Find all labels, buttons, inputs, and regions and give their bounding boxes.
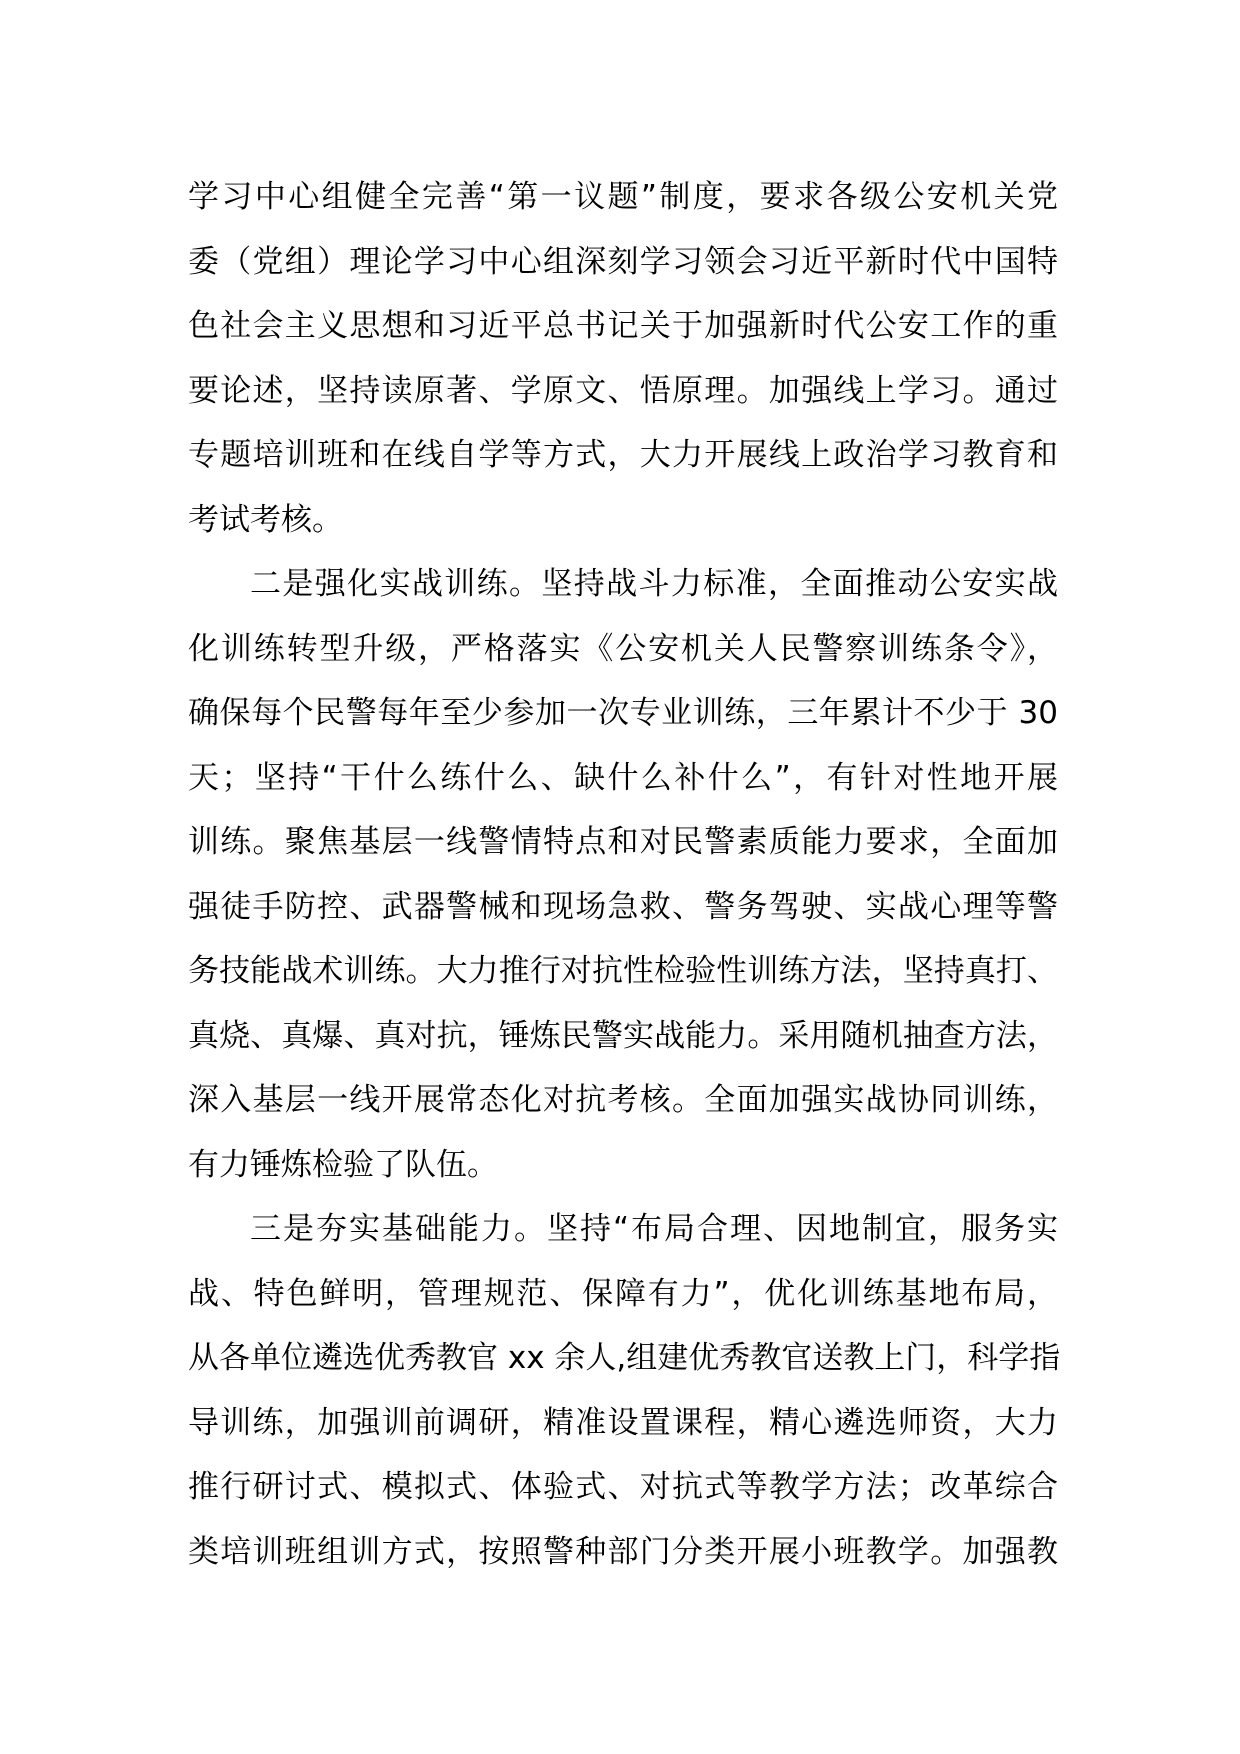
text-line: 务技能战术训练。大力推行对抗性检验性训练方法，坚持真打、 [188,953,1058,989]
text-line: 真烧、真爆、真对抗，锤炼民警实战能力。采用随机抽查方法， [188,1017,1058,1054]
text-line: 色社会主义思想和习近平总书记关于加强新时代公安工作的重 [188,308,1058,344]
text-line: 考试考核。 [188,501,343,538]
text-line: 化训练转型升级，严格落实《公安机关人民警察训练条令》， [188,630,1058,667]
text-line: 导训练，加强训前调研，精准设置课程，精心遴选师资，大力 [188,1404,1058,1441]
paragraph-3 [188,1197,1061,1584]
text-line: 有力锤炼检验了队伍。 [188,1146,498,1183]
text-line: 天；坚持“干什么练什么、缺什么补什么”，有针对性地开展 [188,759,1058,796]
document-body [188,165,1061,1584]
text-line: 类培训班组训方式，按照警种部门分类开展小班教学。加强教 [188,1533,1058,1570]
text-line: 深入基层一线开展常态化对抗考核。全面加强实战协同训练， [188,1082,1058,1118]
text-line: 从各单位遴选优秀教官 xx 余人,组建优秀教官送教上门，科学指 [188,1340,1061,1376]
text-line: 确保每个民警每年至少参加一次专业训练，三年累计不少于 30 [188,695,1058,731]
text-line: 训练。聚焦基层一线警情特点和对民警素质能力要求，全面加 [188,824,1058,860]
text-line: 要论述，坚持读原著、学原文、悟原理。加强线上学习。通过 [188,372,1058,409]
paragraph-2 [188,552,1058,1197]
text-line: 学习中心组健全完善“第一议题”制度，要求各级公安机关党 [188,179,1058,215]
text-line: 委（党组）理论学习中心组深刻学习领会习近平新时代中国特 [188,243,1058,280]
text-line: 二是强化实战训练。坚持战斗力标准，全面推动公安实战 [250,566,1058,602]
text-line: 战、特色鲜明，管理规范、保障有力”，优化训练基地布局， [188,1275,1058,1312]
text-line: 专题培训班和在线自学等方式，大力开展线上政治学习教育和 [188,437,1058,473]
paragraph-1 [188,165,1058,552]
text-line: 强徒手防控、武器警械和现场急救、警务驾驶、实战心理等警 [188,888,1058,925]
text-line: 推行研讨式、模拟式、体验式、对抗式等教学方法；改革综合 [188,1469,1058,1505]
text-line: 三是夯实基础能力。坚持“布局合理、因地制宜，服务实 [250,1211,1058,1247]
